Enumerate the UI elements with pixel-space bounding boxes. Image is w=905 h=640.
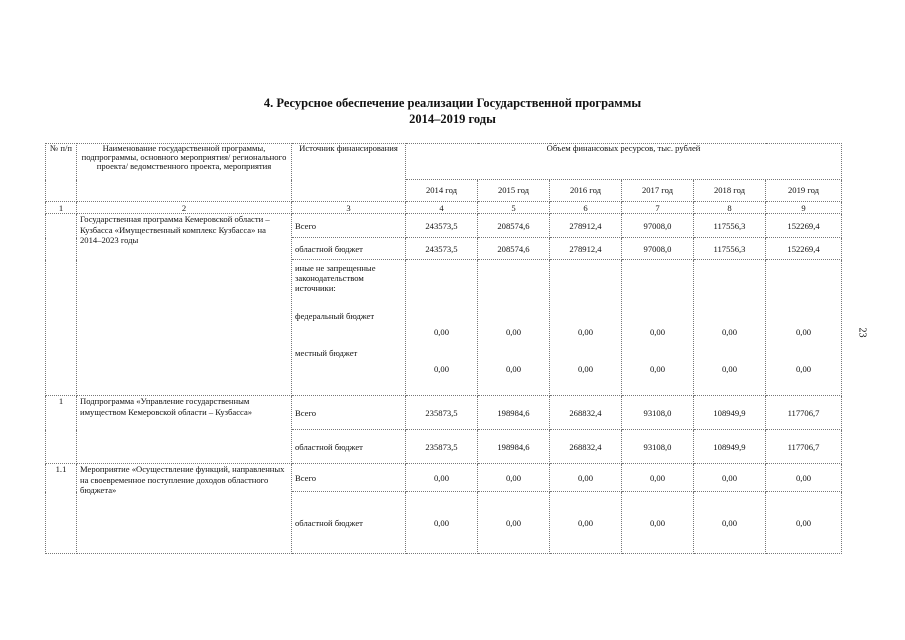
row-value: 208574,6 [478, 214, 550, 238]
row-source: областной бюджет [292, 430, 406, 464]
header-year: 2018 год [694, 180, 766, 202]
row-value: 152269,4 [766, 238, 842, 260]
row-value: 0,00 [478, 492, 550, 554]
row-value-stack [694, 260, 766, 396]
row-value: 278912,4 [550, 214, 622, 238]
federal-value: 0,00 [577, 327, 594, 337]
row-value: 0,00 [766, 464, 842, 492]
header-year: 2015 год [478, 180, 550, 202]
row-value: 198984,6 [478, 396, 550, 430]
local-value: 0,00 [433, 364, 450, 374]
row-source: областной бюджет [292, 492, 406, 554]
local-value: 0,00 [505, 364, 522, 374]
row-value-stack [550, 260, 622, 396]
document-title [0, 95, 905, 127]
source-federal: федеральный бюджет [295, 311, 375, 321]
row-value: 117556,3 [694, 238, 766, 260]
column-number: 9 [766, 202, 842, 214]
header-source: Источник финансирования [292, 144, 406, 202]
row-source-other [292, 260, 406, 396]
title-line-2: 2014–2019 годы [409, 112, 496, 126]
table-row [46, 464, 842, 492]
source-other-heading: иные не запрещенные законодательством источники: [295, 263, 376, 293]
column-number: 6 [550, 202, 622, 214]
row-value: 208574,6 [478, 238, 550, 260]
row-value: 278912,4 [550, 238, 622, 260]
header-year: 2019 год [766, 180, 842, 202]
row-value: 0,00 [478, 464, 550, 492]
column-number: 2 [77, 202, 292, 214]
row-index [46, 214, 77, 396]
row-value: 0,00 [694, 492, 766, 554]
row-value: 268832,4 [550, 396, 622, 430]
header-name: Наименование государственной программы, подпрограммы, основного мероприятия/ региональногo проекта/ ведомственного проекта, мероприятия [77, 144, 292, 202]
row-value: 0,00 [622, 492, 694, 554]
row-value-stack [478, 260, 550, 396]
row-source: Всего [292, 396, 406, 430]
row-value: 0,00 [550, 492, 622, 554]
local-value: 0,00 [796, 364, 812, 374]
row-value-stack [622, 260, 694, 396]
row-value: 152269,4 [766, 214, 842, 238]
row-value: 0,00 [406, 492, 478, 554]
row-value: 0,00 [406, 464, 478, 492]
federal-value: 0,00 [505, 327, 522, 337]
header-year: 2014 год [406, 180, 478, 202]
title-line-1: 4. Ресурсное обеспечение реализации Государственной программы [263, 96, 642, 110]
row-value-stack [406, 260, 478, 396]
row-value: 108949,9 [694, 396, 766, 430]
row-value-stack [766, 260, 842, 396]
row-value: 117556,3 [694, 214, 766, 238]
local-value: 0,00 [721, 364, 738, 374]
federal-value: 0,00 [433, 327, 450, 337]
row-value: 0,00 [622, 464, 694, 492]
row-value: 117706,7 [766, 396, 842, 430]
row-value: 235873,5 [406, 396, 478, 430]
row-value: 97008,0 [622, 214, 694, 238]
header-year: 2017 год [622, 180, 694, 202]
federal-value: 0,00 [649, 327, 666, 337]
row-value: 0,00 [694, 464, 766, 492]
row-source: Всего [292, 214, 406, 238]
table-row [46, 214, 842, 238]
row-value: 0,00 [550, 464, 622, 492]
federal-value: 0,00 [721, 327, 738, 337]
row-value: 243573,5 [406, 214, 478, 238]
header-row [46, 144, 842, 180]
column-number: 4 [406, 202, 478, 214]
row-index: 1.1 [46, 464, 77, 554]
row-name: Мероприятие «Осуществление функций, направленных на своевременное поступление доходов областного бюджета» [77, 464, 292, 554]
row-value: 0,00 [766, 492, 842, 554]
column-number: 3 [292, 202, 406, 214]
row-value: 108949,9 [694, 430, 766, 464]
resource-table [45, 143, 842, 554]
row-value: 93108,0 [622, 396, 694, 430]
header-num: № п/п [46, 144, 77, 202]
row-value: 97008,0 [622, 238, 694, 260]
row-value: 198984,6 [478, 430, 550, 464]
column-number: 5 [478, 202, 550, 214]
column-number-row [46, 202, 842, 214]
row-name: Государственная программа Кемеровской области – Кузбасса «Имущественный комплекс Кузбасса» на 2014–2023 годы [77, 214, 292, 396]
page-number: 23 [856, 327, 868, 338]
local-value: 0,00 [577, 364, 594, 374]
row-value: 235873,5 [406, 430, 478, 464]
row-value: 268832,4 [550, 430, 622, 464]
source-local: местный бюджет [295, 348, 358, 358]
row-source: Всего [292, 464, 406, 492]
row-value: 93108,0 [622, 430, 694, 464]
row-value: 117706,7 [766, 430, 842, 464]
row-source: областной бюджет [292, 238, 406, 260]
row-value: 243573,5 [406, 238, 478, 260]
federal-value: 0,00 [796, 327, 812, 337]
header-volume: Объем финансовых ресурсов, тыс. рублей [406, 144, 842, 180]
header-year: 2016 год [550, 180, 622, 202]
table-row [46, 396, 842, 430]
row-index: 1 [46, 396, 77, 464]
row-name: Подпрограмма «Управление государственным имуществом Кемеровской области – Кузбасса» [77, 396, 292, 464]
local-value: 0,00 [649, 364, 666, 374]
column-number: 7 [622, 202, 694, 214]
column-number: 1 [46, 202, 77, 214]
column-number: 8 [694, 202, 766, 214]
